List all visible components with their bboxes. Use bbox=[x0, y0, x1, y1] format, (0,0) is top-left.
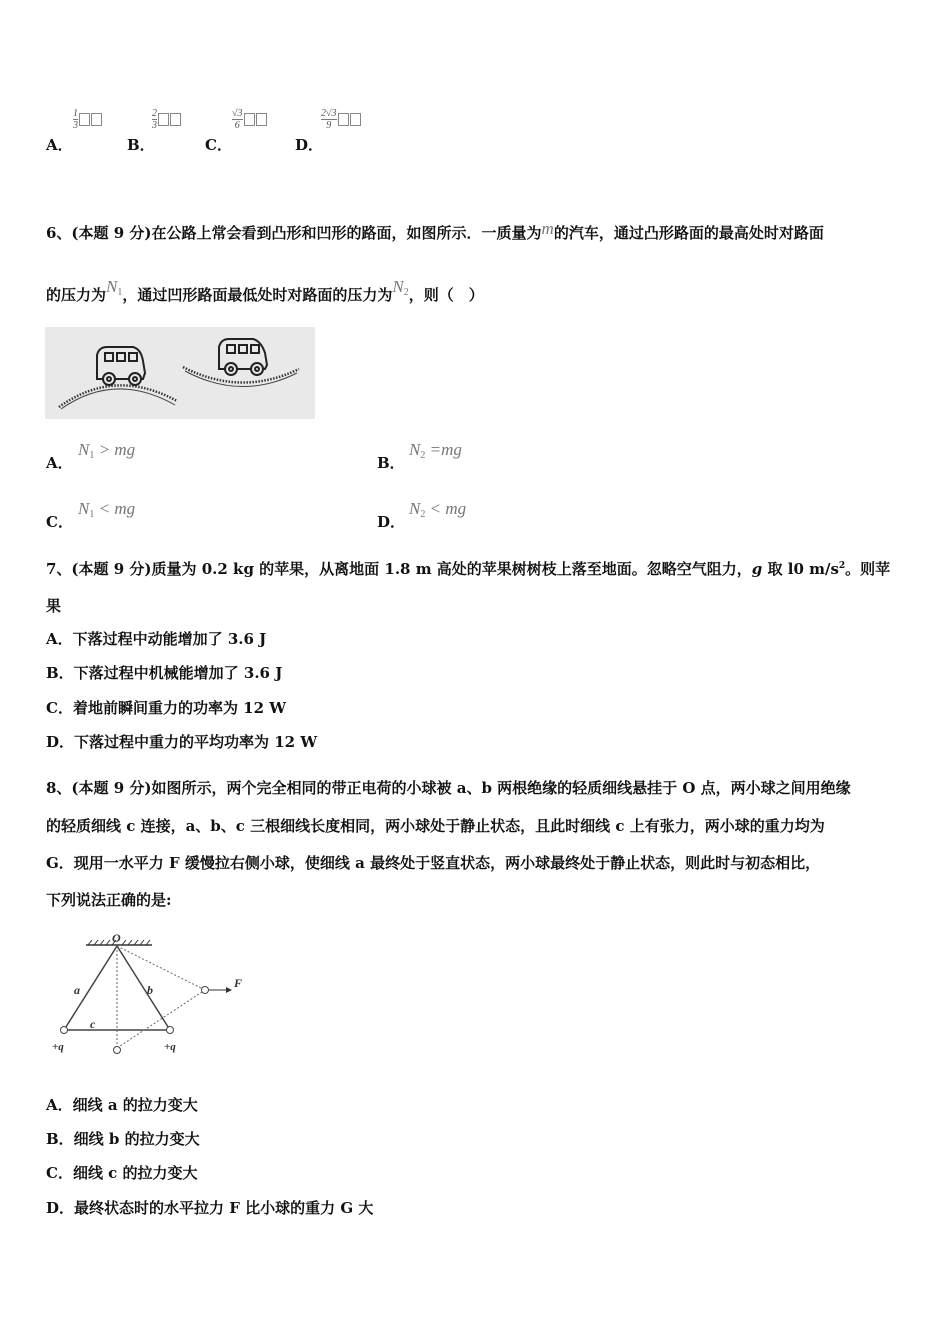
q7-option-c: C．着地前瞬间重力的功率为 12 W bbox=[46, 699, 287, 717]
label-q-left: +q bbox=[52, 1041, 64, 1053]
q8-option-c: C．细线 c 的拉力变大 bbox=[46, 1164, 198, 1182]
q7-stem-line2: 果 bbox=[46, 597, 62, 615]
q5-option-a bbox=[46, 134, 73, 155]
q8-stem-line1: 8、(本题 9 分)如图所示，两个完全相同的带正电荷的小球被 a、b 两根绝缘的轻质细线悬挂于 O 点，两小球之间用绝缘 bbox=[46, 779, 851, 797]
label-a: a bbox=[74, 983, 80, 997]
q6-option-b: B． bbox=[377, 454, 405, 472]
q6-stem-line2: 的压力为$N_1$，通过凹形路面最低处时对路面的压力为$N_2$，则（ ） bbox=[46, 277, 484, 304]
q8-stem-line3: G．现用一水平力 F 缓慢拉右侧小球，使细线 a 最终处于竖直状态，两小球最终处于静止状态，则此时与初态相比， bbox=[46, 854, 821, 872]
q6-stem-line1: 6、(本题 9 分)在公路上常会看到凸形和凹形的路面，如图所示．一质量为m的汽车，通过凸形路面的最高处时对路面 bbox=[46, 219, 824, 242]
q8-option-b: B．细线 b 的拉力变大 bbox=[46, 1130, 200, 1148]
q5-option-a-value bbox=[73, 108, 102, 131]
q6-option-d-expr: $N_2$ < mg bbox=[409, 499, 467, 520]
q5-option-c-value bbox=[232, 108, 267, 131]
q6-figure-cars bbox=[45, 327, 315, 419]
fraction: $\frac{2}{3}$ bbox=[152, 108, 157, 131]
fraction: $\frac{1}{3}$ bbox=[73, 108, 78, 131]
q7-option-b: B．下落过程中机械能增加了 3.6 J bbox=[46, 664, 283, 682]
label-O: O bbox=[112, 931, 121, 945]
q7-option-d: D．下落过程中重力的平均功率为 12 W bbox=[46, 733, 318, 751]
q5-option-b-value bbox=[152, 108, 181, 131]
label-F: F bbox=[234, 976, 243, 990]
q6-option-c-expr: $N_1$ < mg bbox=[78, 499, 136, 520]
q8-stem-line4: 下列说法正确的是: bbox=[46, 891, 172, 909]
q5-option-d bbox=[295, 134, 323, 155]
label-q-right: +q bbox=[164, 1041, 176, 1053]
q6-option-d: D． bbox=[377, 513, 406, 531]
q6-option-a-expr: $N_1$ > mg bbox=[78, 440, 136, 461]
q7-stem-line1: 7、(本题 9 分)质量为 0.2 kg 的苹果，从离地面 1.8 m 高处的苹果树树枝上落至地面。忽略空气阻力，g 取 l0 $m/s^2$。则苹 bbox=[46, 560, 891, 578]
var-n1: $N_1$ bbox=[106, 277, 123, 298]
var-n2: $N_2$ bbox=[392, 277, 409, 298]
q8-option-d: D．最终状态时的水平拉力 F 比小球的重力 G 大 bbox=[46, 1199, 374, 1217]
label-b: b bbox=[147, 983, 153, 997]
option-label: C． bbox=[205, 136, 232, 154]
q5-option-d-value bbox=[321, 108, 361, 131]
q8-option-a: A．细线 a 的拉力变大 bbox=[46, 1096, 198, 1114]
q6-option-b-expr: $N_2 =mg$ bbox=[409, 440, 462, 461]
q6-option-c: C． bbox=[46, 513, 73, 531]
option-label: A． bbox=[46, 136, 73, 154]
label-c: c bbox=[90, 1017, 96, 1031]
q5-option-c bbox=[205, 134, 232, 155]
q7-option-a: A．下落过程中动能增加了 3.6 J bbox=[46, 630, 267, 648]
q8-stem-line2: 的轻质细线 c 连接，a、b、c 三根细线长度相同，两小球处于静止状态，且此时细线 c 上有张力，两小球的重力均为 bbox=[46, 817, 825, 835]
fraction: $\frac{2√3}{9}$ bbox=[321, 108, 337, 131]
q8-figure-pendulum bbox=[50, 930, 260, 1060]
option-label: B． bbox=[127, 136, 155, 154]
var-m: m bbox=[541, 219, 554, 238]
option-label: D． bbox=[295, 136, 324, 154]
fraction: $\frac{√3}{6}$ bbox=[232, 108, 243, 131]
q5-option-b bbox=[127, 134, 155, 155]
q6-option-a: A． bbox=[46, 454, 73, 472]
